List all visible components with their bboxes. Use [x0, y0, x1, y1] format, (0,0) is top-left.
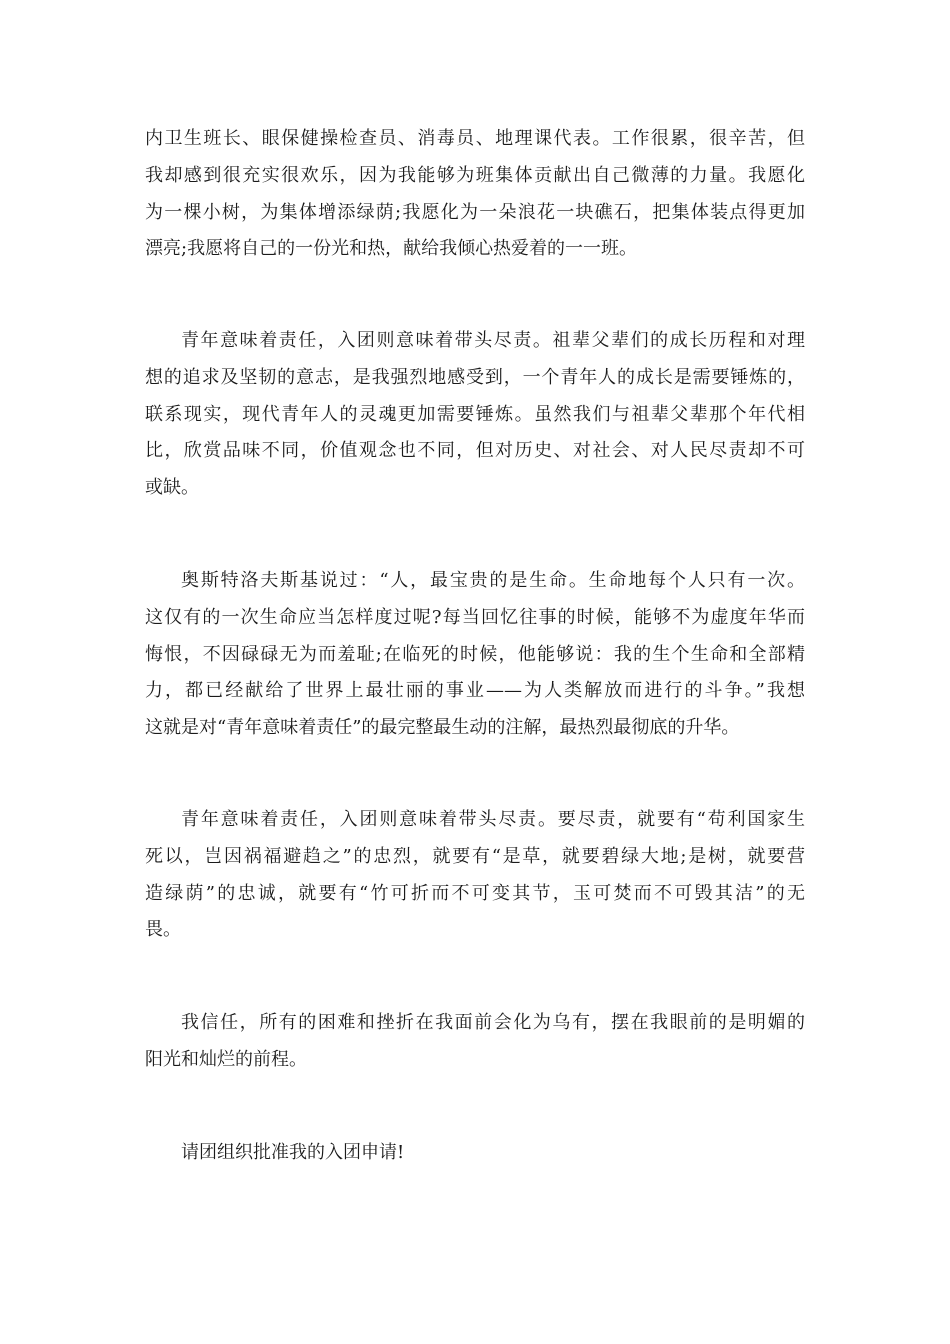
- paragraph-line: 造绿荫”的忠诚，就要有“竹可折而不可变其节，玉可焚而不可毁其洁”的无: [145, 882, 805, 904]
- paragraph-line: 或缺。: [145, 477, 199, 499]
- paragraph-line: 死以，岂因祸福避趋之”的忠烈，就要有“是草，就要碧绿大地;是树，就要营: [145, 845, 805, 867]
- paragraph-line: 我信任，所有的困难和挫折在我面前会化为乌有，摆在我眼前的是明媚的: [181, 1012, 805, 1033]
- paragraph-line: 力，都已经献给了世界上最壮丽的事业——为人类解放而进行的斗争。”我想: [145, 680, 805, 702]
- paragraph-line: 漂亮;我愿将自己的一份光和热，献给我倾心热爱着的一一班。: [145, 238, 638, 260]
- paragraph-line: 联系现实，现代青年人的灵魂更加需要锤炼。虽然我们与祖辈父辈那个年代相: [145, 403, 805, 425]
- paragraph-line: 悔恨，不因碌碌无为而羞耻;在临死的时候，他能够说：我的生个生命和全部精: [145, 643, 805, 665]
- paragraph-2: [145, 323, 805, 507]
- paragraph-line: 想的追求及坚韧的意志，是我强烈地感受到，一个青年人的成长是需要锤炼的，: [145, 366, 805, 388]
- paragraph-line: 为一棵小树，为集体增添绿荫;我愿化为一朵浪花一块礁石，把集体装点得更加: [145, 201, 805, 223]
- paragraph-3: [145, 563, 805, 747]
- paragraph-line: 内卫生班长、眼保健操检查员、消毒员、地理课代表。工作很累，很辛苦，但: [145, 128, 805, 149]
- paragraph-line: 请团组织批准我的入团申请!: [181, 1142, 405, 1163]
- paragraph-line: 我却感到很充实很欢乐，因为我能够为班集体贡献出自己微薄的力量。我愿化: [145, 164, 805, 186]
- paragraph-line: 奥斯特洛夫斯基说过：“人，最宝贵的是生命。生命地每个人只有一次。: [181, 570, 805, 591]
- paragraph-line: 比，欣赏品味不同，价值观念也不同，但对历史、对社会、对人民尽责却不可: [145, 440, 805, 462]
- paragraph-4: [145, 802, 805, 949]
- paragraph-line: 阳光和灿烂的前程。: [145, 1048, 307, 1070]
- paragraph-6: [145, 1135, 805, 1172]
- paragraph-line: 青年意味着责任，入团则意味着带头尽责。祖辈父辈们的成长历程和对理: [181, 330, 805, 351]
- paragraph-5: [145, 1005, 805, 1079]
- paragraph-line: 青年意味着责任，入团则意味着带头尽责。要尽责，就要有“苟利国家生: [181, 809, 805, 830]
- paragraph-1: [145, 121, 805, 268]
- paragraph-line: 畏。: [145, 919, 181, 941]
- paragraph-line: 这就是对“青年意味着责任”的最完整最生动的注解，最热烈最彻底的升华。: [145, 717, 740, 739]
- paragraph-line: 这仅有的一次生命应当怎样度过呢?每当回忆往事的时候，能够不为虚度年华而: [145, 606, 805, 628]
